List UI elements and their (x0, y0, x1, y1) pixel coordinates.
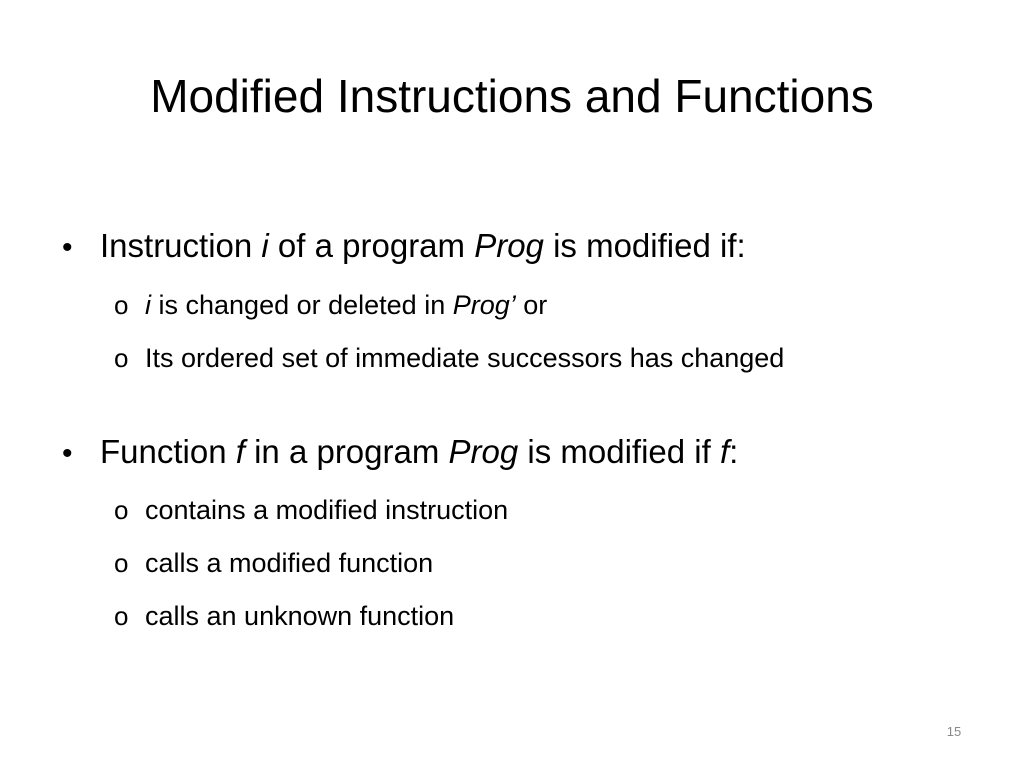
text-run: : (729, 433, 739, 470)
sub-item-changed-or-deleted (114, 288, 547, 322)
text-run-italic: Prog (474, 227, 544, 264)
sub-bullet-marker: o (114, 343, 129, 373)
sub-item-modified-instruction (114, 493, 508, 527)
text-run-italic: f (235, 433, 245, 470)
bullet-function-modified (62, 432, 738, 474)
sub-item-unknown-function (114, 599, 454, 633)
sub-item-successors-changed (114, 341, 784, 375)
bullet-text (100, 433, 738, 470)
bullet-marker: • (62, 231, 73, 264)
text-run-italic: Prog (448, 433, 519, 470)
text-run-italic: f (719, 433, 730, 470)
sub-bullet-marker: o (114, 601, 129, 631)
text-run: is changed or deleted in (151, 290, 453, 320)
bullet-text (100, 227, 746, 264)
text-run: of a program (268, 227, 475, 264)
bullet-marker: • (62, 437, 73, 470)
page-number: 15 (946, 724, 962, 739)
sub-item-text (145, 290, 547, 320)
sub-item-text: Its ordered set of immediate successors has changed (145, 343, 785, 373)
sub-bullet-marker: o (114, 290, 129, 320)
text-run: is modified if (518, 433, 720, 470)
text-run: Function (100, 433, 236, 470)
text-run-italic: i (145, 290, 151, 320)
slide-title: Modified Instructions and Functions (150, 70, 874, 122)
sub-item-modified-function (114, 546, 433, 580)
text-run: in a program (244, 433, 449, 470)
sub-item-text: calls a modified function (145, 548, 434, 578)
sub-item-text: calls an unknown function (145, 601, 455, 631)
text-run: or (515, 290, 548, 320)
text-run: Instruction (100, 227, 262, 264)
text-run-italic: Prog’ (452, 290, 516, 320)
bullet-instruction-modified (62, 226, 746, 268)
sub-item-text: contains a modified instruction (145, 495, 509, 525)
text-run-italic: i (261, 227, 269, 264)
sub-bullet-marker: o (114, 495, 129, 525)
text-run: is modified if: (543, 227, 746, 264)
sub-bullet-marker: o (114, 548, 129, 578)
